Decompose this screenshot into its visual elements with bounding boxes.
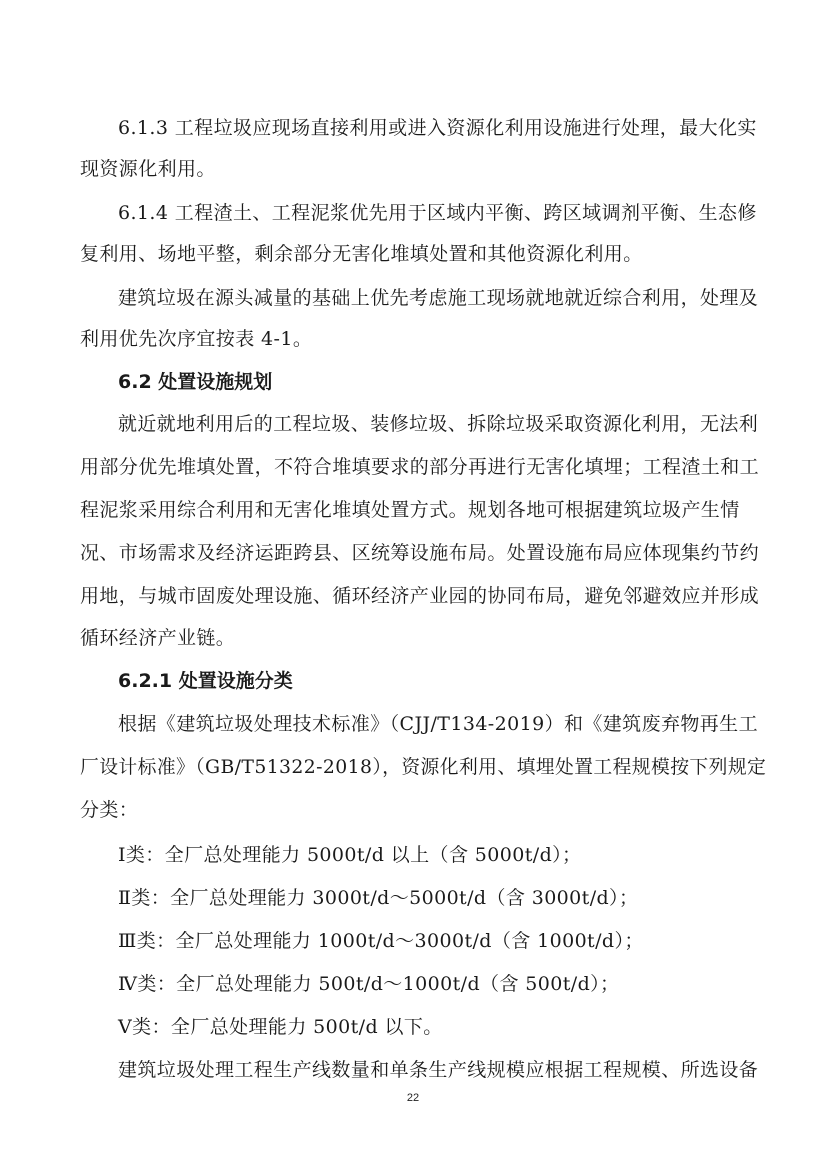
paragraph-priority-line-2: 利用优先次序宜按表 4-1。 (80, 328, 313, 350)
paragraph-6-1-4-line-1: 6.1.4 工程渣土、工程泥浆优先用于区域内平衡、跨区域调剂平衡、生态修 (118, 202, 757, 224)
paragraph-6-2-line-4: 况、市场需求及经济运距跨县、区统筹设施布局。处置设施布局应体现集约节约 (80, 542, 760, 564)
paragraph-6-2-1-line-3: 分类： (80, 799, 139, 821)
paragraph-6-1-3-line-1: 6.1.3 工程垃圾应现场直接利用或进入资源化利用设施进行处理，最大化实 (118, 117, 757, 139)
paragraph-last-line-1: 建筑垃圾处理工程生产线数量和单条生产线规模应根据工程规模、所选设备 (118, 1059, 759, 1081)
class-item-2: Ⅱ类：全厂总处理能力 3000t/d～5000t/d（含 3000t/d）； (118, 887, 639, 909)
class-item-5: Ⅴ类：全厂总处理能力 500t/d 以下。 (118, 1016, 443, 1038)
paragraph-6-1-4-line-2: 复利用、场地平整，剩余部分无害化堆填处置和其他资源化利用。 (80, 243, 643, 265)
paragraph-6-2-line-2: 用部分优先堆填处置，不符合堆填要求的部分再进行无害化填埋；工程渣土和工 (80, 456, 760, 478)
section-heading-6-2-1: 6.2.1 处置设施分类 (118, 670, 293, 692)
paragraph-6-2-line-5: 用地，与城市固废处理设施、循环经济产业园的协同布局，避免邻避效应并形成 (80, 585, 760, 607)
class-item-4: Ⅳ类：全厂总处理能力 500t/d～1000t/d（含 500t/d）； (118, 973, 620, 995)
paragraph-6-2-line-3: 程泥浆采用综合利用和无害化堆填处置方式。规划各地可根据建筑垃圾产生情 (80, 499, 740, 521)
class-item-1: Ⅰ类：全厂总处理能力 5000t/d 以上（含 5000t/d）； (118, 844, 582, 866)
class-item-3: Ⅲ类：全厂总处理能力 1000t/d～3000t/d（含 1000t/d）； (118, 930, 644, 952)
paragraph-6-2-1-line-1: 根据《建筑垃圾处理技术标准》（CJJ/T134-2019）和《建筑废弃物再生工 (118, 713, 758, 735)
paragraph-priority-line-1: 建筑垃圾在源头减量的基础上优先考虑施工现场就地就近综合利用，处理及 (118, 287, 759, 309)
paragraph-6-2-line-6: 循环经济产业链。 (80, 627, 236, 649)
page-number: 22 (406, 1092, 420, 1104)
section-heading-6-2: 6.2 处置设施规划 (118, 371, 273, 393)
paragraph-6-1-3-line-2: 现资源化利用。 (80, 158, 216, 180)
paragraph-6-2-line-1: 就近就地利用后的工程垃圾、装修垃圾、拆除垃圾采取资源化利用，无法利 (118, 413, 759, 435)
paragraph-6-2-1-line-2: 厂设计标准》（GB/T51322-2018），资源化利用、填埋处置工程规模按下列规定 (80, 756, 767, 778)
